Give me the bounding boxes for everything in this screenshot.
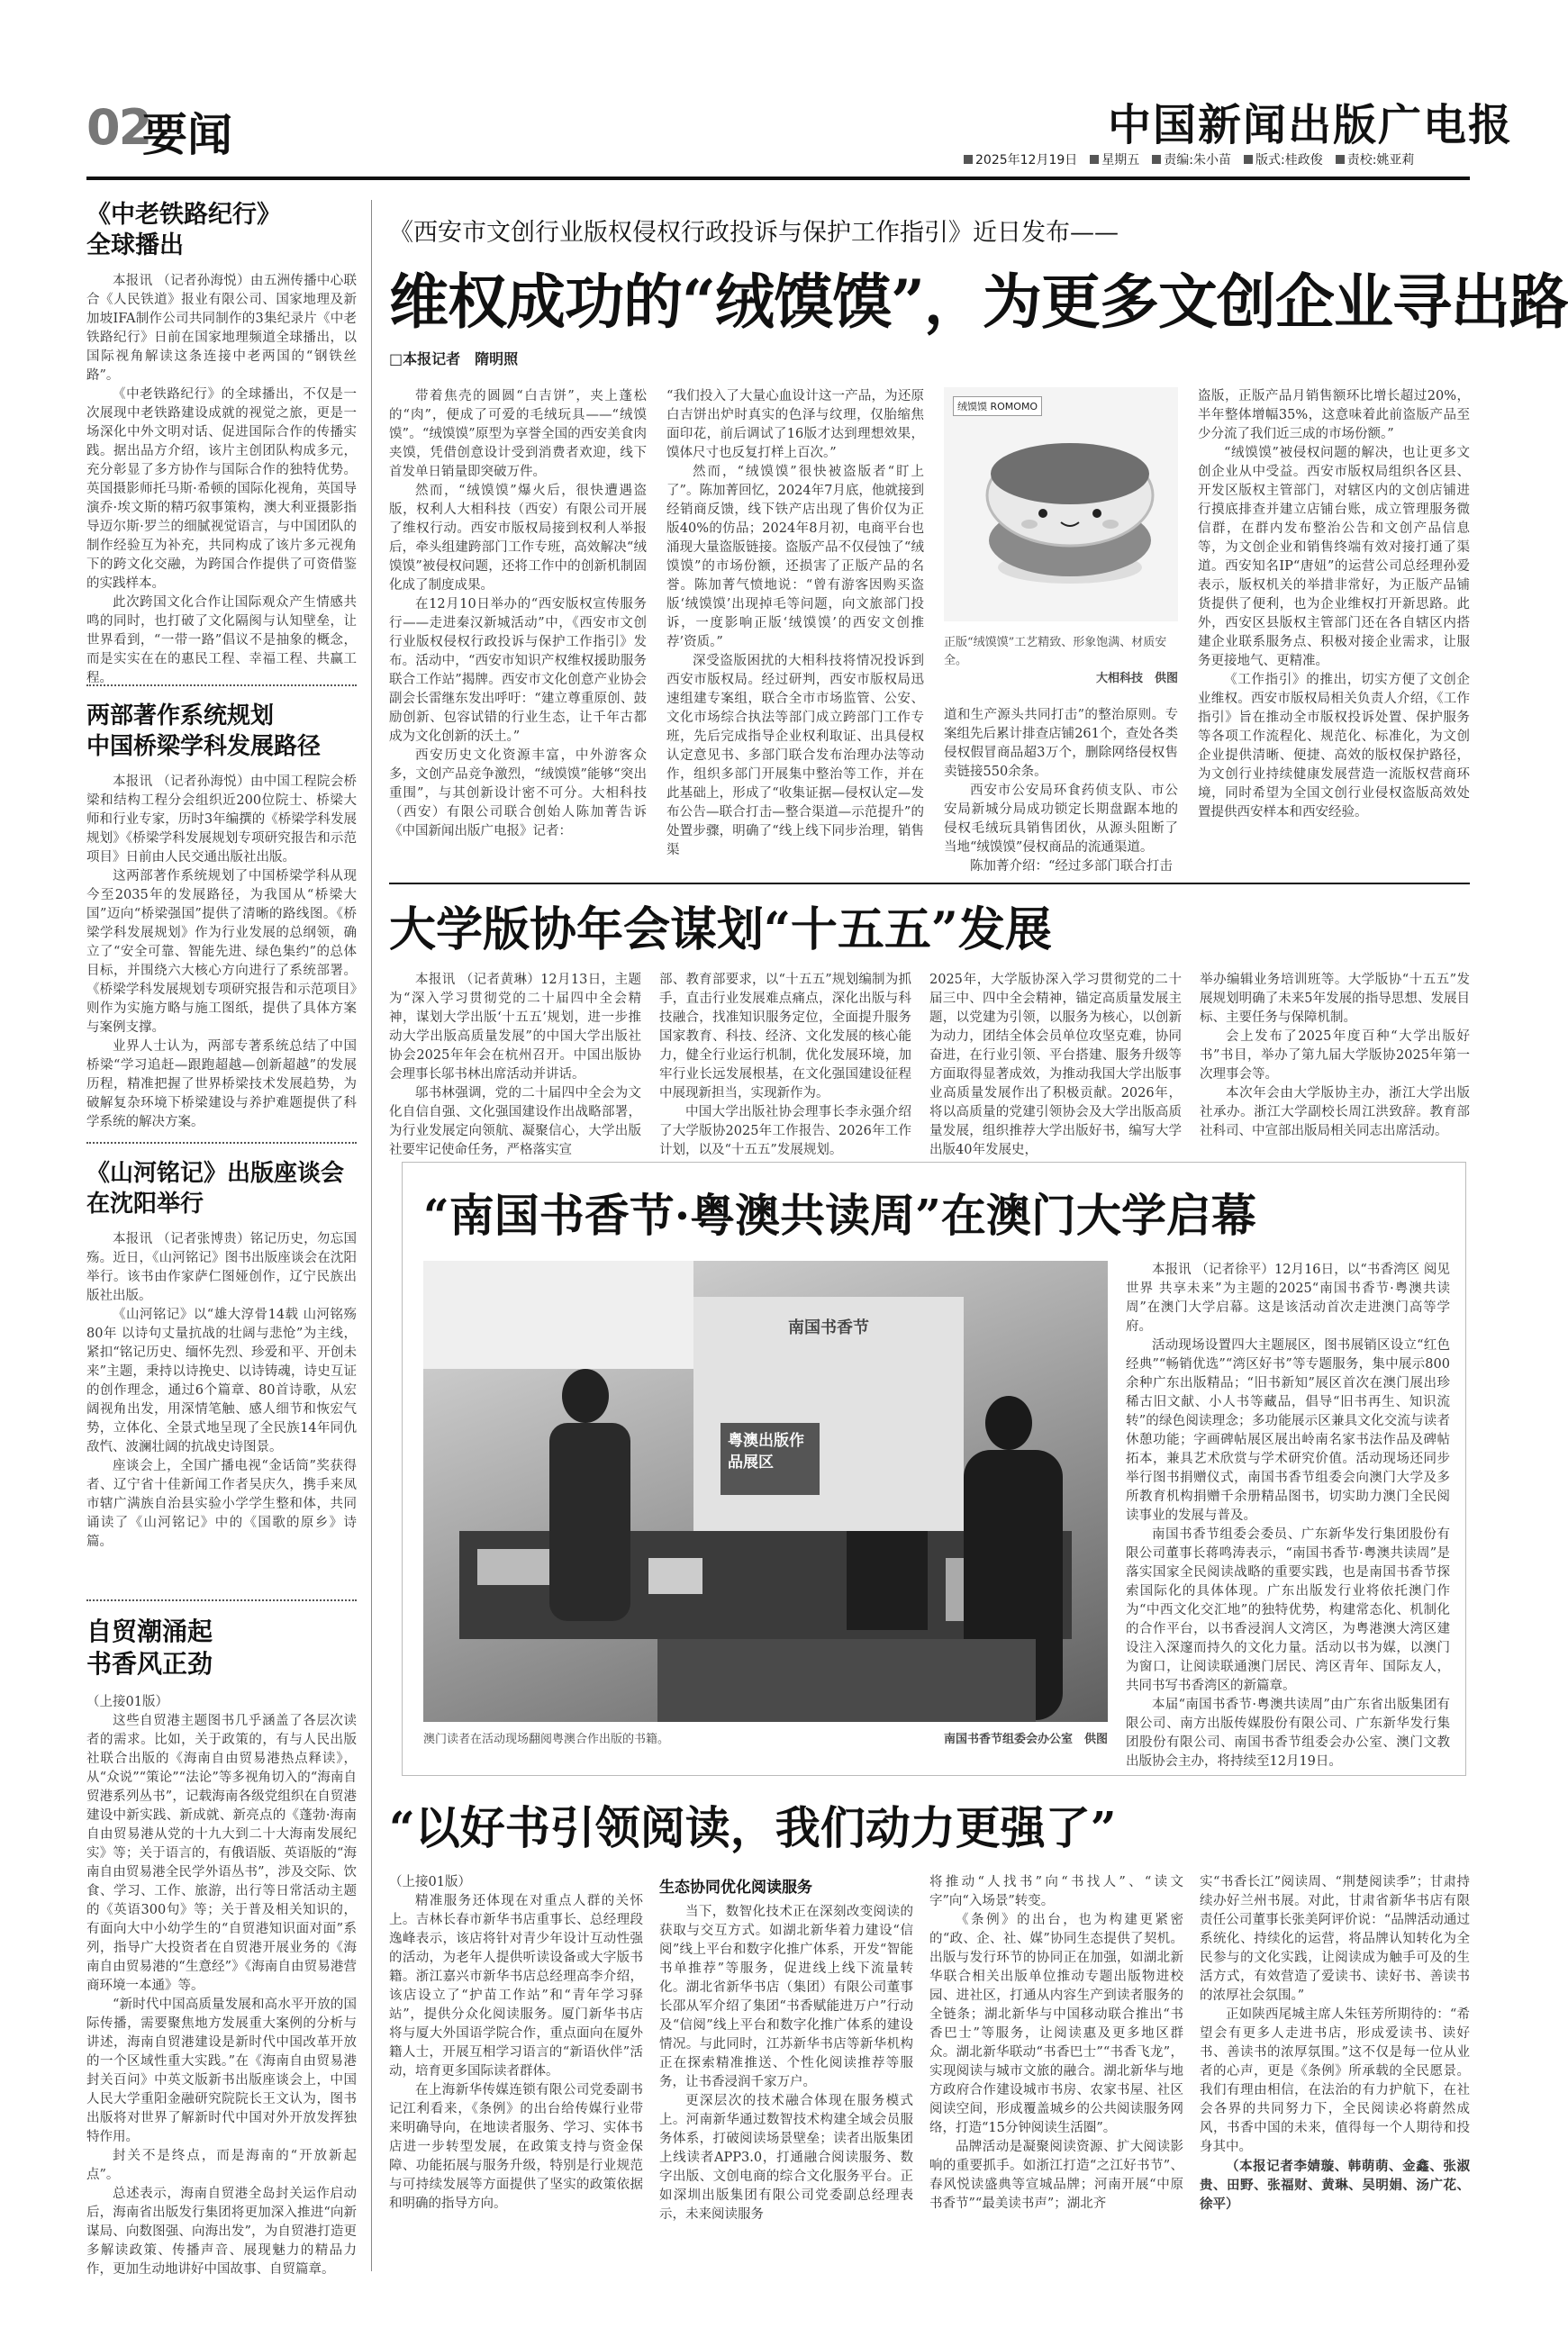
article2-col-2: 部、教育部要求，以“十五五”规划编制为抓手，直击行业发展难点痛点，深化出版与科技融合，找准知识服务定位，全面提升服务国家教育、科技、经济、文化发展的核心能力，健全行业运行机制，优化发展环境，加牢行业长远发展根基，在文化强国建设征程中展现新担当，实现新作为。 中国大学出版社协会理事长李永强介绍了大学版协2025年工作报告、2026年工作计划，以及“十五五”发展规划。: [659, 973, 911, 1157]
issue-meta: [964, 149, 1468, 169]
sidebar-story-2: [86, 701, 357, 1151]
story-headline: 两部著作系统规划 中国桥梁学科发展路径: [86, 702, 322, 760]
story-headline: 《山河铭记》出版座谈会 在沈阳举行: [86, 1160, 345, 1218]
article2-col-1: 本报讯 （记者黄琳）12月13日，主题为“深入学习贯彻党的二十届四中全会精神，谋划大学出版‘十五五’规划，进一步推动大学出版高质量发展”的中国大学出版社协会2025年年会在杭州召开。中国出版协会理事长邬书林出席活动并讲话。 邬书林强调，党的二十届四中全会为文化自信自强、文化强国建设作出战略部署，为行业发展定向领航、凝聚信心，大学出版社要牢记使命任务，严格落实宣: [389, 973, 641, 1157]
lead-kicker: 《西安市文创行业版权侵权行政投诉与保护工作指引》近日发布——: [389, 219, 1119, 247]
issue-date: 2025年12月19日: [964, 150, 1077, 168]
product-photo: [944, 387, 1178, 621]
product-caption: 正版“绒馍馍”工艺精致、形象饱满、材质安全。 大相科技 供图: [944, 634, 1178, 688]
section-rule: [389, 883, 1470, 884]
article2-headline: 大学版协年会谋划“十五五”发展: [389, 902, 1052, 957]
header-rule: [86, 177, 1470, 180]
sidebar-story-4: [86, 1616, 357, 2314]
article4-subhead: 生态协同优化阅读服务: [659, 1879, 812, 1897]
article3-text: 本报讯 （记者徐平）12月16日，以“书香湾区 阅见世界 共享未来”为主题的2025“南国书香节·粤澳共读周”在澳门大学启幕。这是该活动首次走进澳门高等学府。 活动现场设置四大主题展区，图书展销区设立“红色经典”“畅销优选”“湾区好书”等专题服务，集中展示800余种广东出版精品；“旧书新知”展区首次在澳门展出珍稀古旧文献、小人书等藏品，倡导“旧书再生、知识流转”的绿色阅读理念；多功能展示区兼具文化交流与读者休憩功能；字画碑帖展区展出岭南名家书法作品及碑帖拓本，兼具艺术欣赏与学术研究价值。活动现场还同步举行图书捐赠仪式，南国书香节组委会向澳门大学及多所教育机构捐赠千余册精品图书，切实助力澳门全民阅读事业的发展与普及。 南国书香节组委会委员、广东新华发行集团股份有限公司董事长蒋鸣涛表示，“南国书香节·粤澳共读周”是落实国家全民阅读战略的重要实践，也是南国书香节探索国际化的具体体现。广东出版发行业将依托澳门作为“中西文化交汇地”的独特优势，构建常态化、机制化的合作平台，以书香浸润人文湾区，为粤港澳大湾区建设注入深邃而持久的文化力量。活动以书为媒，以澳门为窗口，让阅读联通澳门居民、湾区青年、国际友人，共同书写书香湾区的新篇章。 本届“南国书香节·粤澳共读周”由广东省出版集团有限公司、南方出版传媒股份有限公司、广东新华发行集团股份有限公司、南国书香节组委会办公室、澳门文教出版协会主办，将持续至12月19日。: [1126, 1263, 1450, 1769]
article2-col-4: 举办编辑业务培训班等。大学版协“十五五”发展规划明确了未来5年发展的指导思想、发展目标、主要任务与保障机制。 会上发布了2025年度百种“大学出版好书”书目，举办了第九届大学版协2025年第一次理事会等。 本次年会由大学版协主办，浙江大学出版社承办。浙江大学副校长周江洪致辞。教育部社科司、中宣部出版局相关同志出席活动。: [1200, 973, 1470, 1138]
festival-board: 南国书香节: [788, 1318, 869, 1337]
event-photo-caption: 澳门读者在活动现场翻阅粤澳合作出版的书籍。 南国书香节组委会办公室 供图: [423, 1731, 1108, 1749]
lead-headline: 维权成功的“绒馍馍”，为更多文创企业寻出路: [389, 267, 1568, 337]
article4-col-3: 将推动“人找书”向“书找人”、“读文字”向“入场景”转变。 《条例》的出台，也为构建更紧密的“政、企、社、媒”协同生态提供了契机。出版与发行环节的协同正在加强，如湖北新华联合相关出版单位推动专题出版物进校园、进社区，打通从内容生产到读者服务的全链条；湖北新华与中国移动联合推出“书香巴士”等服务，让阅读惠及更多地区群众。湖北新华联动“书香巴士”“书香飞龙”，实现阅读与城市文旅的融合。湖北新华与地方政府合作建设城市书房、农家书屋、社区阅读空间，形成覆盖城乡的公共阅读服务网络，打造“15分钟阅读生活圈”。 品牌活动是凝聚阅读资源、扩大阅读影响的重要抓手。如浙江打造“之江好书节”、春风悦读盛典等宣城品牌；河南开展“中原书香节”“最美读书声”；湖北齐: [929, 1875, 1183, 2211]
divider: [86, 1142, 357, 1144]
lead-col-4: 盗版，正版产品月销售额环比增长超过20%，半年整体增幅35%，这意味着此前盗版产品至少分流了我们近三成的市场份额。” “绒馍馍”被侵权问题的解决，也让更多文创企业从中受益。西安市版权局组织各区县、开发区版权主管部门，对辖区内的文创店铺进行摸底排查并建立店铺台账，成立管理服务微信群，在群内发布整治公告和文创产品信息等，为文创企业和销售终端有效对接打通了渠道。西安知名IP“唐妞”的运营公司总经理孙爱表示，版权机关的举措非常好，为正版产品铺货提供了便利，也为企业维权打开新思路。此外，西安区县版权主管部门还在各自辖区内搭建企业联系服务点、积极对接企业需求，让服务更接地气、更精准。 《工作指引》的推出，切实方便了文创企业维权。西安市版权局相关负责人介绍，《工作指引》旨在推动全市版权投诉处置、保护服务等各项工作流程化、规范化、标准化，为文创企业提供清晰、便捷、高效的版权保护路径，为文创行业持续健康发展营造一流版权营商环境，同时希望为全国文创行业侵权盗版高效处置提供西安样本和西安经验。: [1198, 389, 1470, 820]
divider: [86, 684, 357, 686]
sidebar-story-3: [86, 1158, 357, 1608]
layout-credit: 版式:桂政俊: [1244, 150, 1323, 168]
lead-col-3: 道和生产源头共同打击”的整治原则。专案组先后累计排查店铺261个，查处各类侵权假冒商品超3万个，删除网络侵权售卖链接550余条。 西安市公安局环食药侦支队、市公安局新城分局成功锁定长期盘踞本地的侵权毛绒玩具销售团伙，从源头阻断了当地“绒馍馍”侵权商品的流通渠道。 陈加菁介绍：“经过多部门联合打击: [944, 708, 1178, 874]
story-body: 本报讯 （记者孙海悦）由五洲传播中心联合《人民铁道》报业有限公司、国家地理及新加坡IFA制作公司共同制作的3集纪录片《中老铁路纪行》日前在国家地理频道全球播出，以国际视角解读这条连接中老两国的“钢铁丝路”。 《中老铁路纪行》的全球播出，不仅是一次展现中老铁路建设成就的视觉之旅，更是一场深化中外文明对话、促进国际合作的传播实践。据出品方介绍，该片主创团队构成多元，充分彰显了多方协作与国际合作的独特优势。英国摄影师托马斯·希顿的国际化视角，英国导演乔·埃文斯的精巧叙事策构，澳大利亚摄影指导迈尔斯·罗兰的细腻视觉语言，与中国团队的制作经验互为补充，共同构成了该片多元视角下的跨文化交融，为跨国合作提供了可资借鉴的实践样本。 此次跨国文化合作让国际观众产生情感共鸣的同时，也打破了文化隔阂与认知壁垒，让世界看到，“一带一路”倡议不是抽象的概念，而是实实在在的惠民工程、幸福工程、共赢工程。: [86, 274, 357, 685]
masthead-logo: 中国新闻出版广电报: [1108, 100, 1514, 150]
page-number: 02: [86, 99, 151, 156]
divider: [86, 1599, 357, 1601]
lead-col-1: 带着焦壳的圆圆“白吉饼”，夹上蓬松的“肉”，便成了可爱的毛绒玩具——“绒馍馍”。“绒馍馍”原型为享誉全国的西安美食肉夹馍，凭借创意设计受到消费者欢迎，线下首发单日销量即突破万件。 然而，“绒馍馍”爆火后，很快遭遇盗版，权利人大相科技（西安）有限公司开展了维权行动。西安市版权局接到权利人举报后，牵头组建跨部门工作专班，高效解决“绒馍馍”被侵权问题，还将工作中的创新机制固化成了制度成果。 在12月10日举办的“西安版权宣传服务行——走进秦汉新城活动”中，《西安市文创行业版权侵权行政投诉与保护工作指引》发布。活动中，“西安市知识产权维权援助服务联合工作站”揭牌。西安市文化创意产业协会副会长雷继东发出呼吁：“建立尊重原创、鼓励创新、包容试错的行业生态，让千年古都成为文化创新的沃土。” 西安历史文化资源丰富，中外游客众多，文创产品竞争激烈，“绒馍馍”能够“突出重围”，与其创新设计密不可分。大相科技（西安）有限公司联合创始人陈加菁告诉《中国新闻出版广电报》记者：: [389, 389, 647, 838]
sidebar-story-1: [86, 200, 357, 683]
column-divider: [371, 200, 372, 2271]
product-credit: 大相科技 供图: [1095, 672, 1178, 685]
story-headline: 自贸潮涌起 书香风正劲: [86, 1617, 213, 1679]
story-body: 本报讯 （记者孙海悦）由中国工程院会桥梁和结构工程分会组织近200位院士、桥梁大师和行业专家，历时3年编撰的《桥梁学科发展规划》《桥梁学科发展规划专项研究报告和示范项目》日前由人民交通出版社出版。 这两部著作系统规划了中国桥梁学科从现今至2035年的发展路径，为我国从“桥梁大国”迈向“桥梁强国”提供了清晰的路线图。《桥梁学科发展规划》作为行业发展的总纲领，确立了“安全可靠、智能先进、绿色集约”的总体目标，并围绕六大核心方向进行了系统部署。《桥梁学科发展规划专项研究报告和示范项目》则作为实施方略与施工图纸，提供了具体方案与案例支撑。 业界人士认为，两部专著系统总结了中国桥梁“学习追赶—跟跑超越—创新超越”的发展历程，精准把握了世界桥梁技术发展趋势，为破解复杂环境下桥梁建设与养护难题提供了科学系统的解决方案。: [86, 774, 357, 1129]
lead-byline: □本报记者 隋明照: [389, 350, 519, 367]
article3-headline: “南国书香节·粤澳共读周”在澳门大学启幕: [423, 1189, 1256, 1242]
article4-col-1: （上接01版） 精准服务还体现在对重点人群的关怀上。吉林长春市新华书店重事长、总经理段逸峰表示，该店将针对青少年设计互动性强的活动，为老年人提供听读设备或大字版书籍。浙江嘉兴市新华书店总经理高李介绍，该店设立了“护苗工作站”和“青年学习驿站”，提供分众化阅读服务。厦门新华书店将与厦大外国语学院合作，重点面向在厦外籍人士，开展互相学习语言的“新语伙伴”活动，培育更多国际读者群体。 在上海新华传媒连锁有限公司党委副书记江利看来，《条例》的出台给传媒行业带来明确导向，在地读者服务、学习、实体书店进一步转型发展，在政策支持与资金保障、功能拓展与服务升级，特别是行业规范与可持续发展等方面提供了坚实的政策依据和明确的指导方向。: [389, 1875, 643, 2211]
article4-col-2: 生态协同优化阅读服务 当下，数智化技术正在深刻改变阅读的获取与交互方式。如湖北新华着力建设“信阅”线上平台和数字化推广体系，开发“智能书单推荐”等服务，促进线上线下流量转化。湖北省新华书店（集团）有限公司董事长邵从军介绍了集团“书香赋能进万户”行动及“信阅”线上平台和数字化推广体系的建设情况。与此同时，江苏新华书店等新华机构正在探索精准推送、个性化阅读推荐等服务，让书香浸润千家万户。 更深层次的技术融合体现在服务模式上。河南新华通过数智技术构建全域会员服务体系，打破阅读场景壁垒；读者出版集团上线读者APP3.0，打通融合阅读服务、数字出版、文创电商的综合文化服务平台。正如深圳出版集团有限公司党委副总经理表示，未来阅读服务: [659, 1879, 913, 2222]
story-body: （上接01版） 这些自贸港主题图书几乎涵盖了各层次读者的需求。比如，关于政策的，有与人民出版社联合出版的《海南自由贸易港热点释读》，从“众说”“策论”“法论”等多视角切入的“海南自贸港系列丛书”，记载海南各级党组织在自贸港建设中新实践、新成就、新亮点的《蓬勃·海南自由贸易港从党的十九大到二十大海南发展纪实》等；关于语言的，有俄语版、英语版的“海南自由贸易港全民学外语丛书”，涉及交际、饮食、学习、工作、旅游，出行等日常活动主题的《英语300句》等；关于普及相关知识的，有面向大中小幼学生的“自贸港知识面对面”系列，指导广大投资者在自贸港开展业务的《海南自由贸易港的“生意经”》《海南自由贸易港营商环境一本通》等。 “新时代中国高质量发展和高水平开放的国际传播，需要聚焦地方发展重大案例的分析与讲述，海南自贸港建设是新时代中国改革开放的一个区域性重大实践。”在《海南自由贸易港封关百问》中英文版新书出版座谈会上，中国人民大学重阳金融研究院院长王文认为，图书出版将对世界了解新时代中国对外开放发挥独特作用。 封关不是终点，而是海南的“开放新起点”。 总述表示，海南自贸港全岛封关运作启动后，海南省出版发行集团将更加深入推进“向新谋局、向数图强、向海出发”，为自贸港打造更多解读政策、传播声音、展现魅力的精品力作，更加生动地讲好中国故事、自贸篇章。: [86, 1695, 357, 2277]
issue-weekday: 星期五: [1090, 150, 1139, 168]
article4-headline: “以好书引领阅读，我们动力更强了”: [389, 1801, 1117, 1854]
article4-col-4: 实“书香长江”阅读周、“荆楚阅读季”；甘肃持续办好兰州书展。对此，甘肃省新华书店有限责任公司董事长张美阿评价说：“品牌活动通过系统化、持续化的运营，将品牌认知转化为全民参与的文化实践，让阅读成为触手可及的生活方式，有效营造了爱读书、读好书、善读书的浓厚社会氛围。” 正如陕西尾城主席人朱钰芳所期待的：“希望会有更多人走进书店，形成爱读书、读好书、善读书的浓厚氛围。”这不仅是每一位从业者的心声，更是《条例》所承载的全民愿景。我们有理由相信，在法治的有力护航下，在社会各界的共同努力下，全民阅读必将蔚然成风，书香中国的未来，值得每一个人期待和投身其中。 （本报记者李婧璇、韩萌萌、金鑫、张淑贵、田野、张福财、黄琳、吴明娟、汤广花、徐平）: [1200, 1875, 1470, 2212]
proof-credit: 责校:姚亚莉: [1336, 150, 1415, 168]
story-headline: 《中老铁路纪行》 全球播出: [86, 201, 281, 259]
product-figure: [944, 387, 1178, 621]
event-photo: [423, 1261, 1108, 1722]
lead-col-2: “我们投入了大量心血设计这一产品，为还原白吉饼出炉时真实的色泽与纹理，仅胎缩焦面印花，前后调试了16版才达到理想效果，馍体尺寸也反复打样上百次。” 然而，“绒馍馍”很快被盗版者“盯上了”。陈加菁回忆，2024年7月底，他就接到经销商反馈，线下铁产店出现了售价仅为正版40%的仿品；2024年8月初，电商平台也涌现大量盗版链接。盗版产品不仅侵蚀了“绒馍馍”的市场份额，还损害了正版产品的名誉。陈加菁气愤地说：“曾有游客因购买盗版‘绒馍馍’出现掉毛等问题，向文旅部门投诉，一度影响正版‘绒馍馍’的西安文创推荐’资质。” 深受盗版困扰的大相科技将情况投诉到西安市版权局。经过研判，西安市版权局迅速组建专案组，联合全市市场监管、公安、文化市场综合执法等部门成立跨部门工作专班，先后完成指导企业权利取证、出具侵权认定意见书、多部门联合发布治理办法等动作，组织多部门开展集中整治等工作，并在此基础上，形成了“收集证据—侵权认定—发布公告—联合打击—整合渠道—示范提升”的处置步骤，明确了“线上线下同步治理，销售渠: [666, 389, 924, 857]
editor-credit: 责编:朱小苗: [1152, 150, 1231, 168]
story-body: 本报讯 （记者张博贵）铭记历史，勿忘国殇。近日，《山河铭记》图书出版座谈会在沈阳举行。该书由作家萨仁图娅创作，辽宁民族出版社出版。 《山河铭记》以“雄大淳骨14载 山河铭殇80年 以诗句丈量抗战的壮阔与悲怆”为主线，紧扣“铭记历史、缅怀先烈、珍爱和平、开创未来”主题，秉持以诗挽史、以诗铸魂，诗史互证的创作理念，通过6个篇章、80首诗歌，从宏阔视角出发，用深情笔触、感人细节和恢宏气势，立体化、全景式地呈现了全民族14年同仇敌忾、波澜壮阔的抗战史诗图景。 座谈会上，全国广播电视“金话筒”奖获得者、辽宁省十佳新闻工作者吴庆久，携手来凤市辖广满族自治县实验小学学生整和体，共同诵读了《山河铭记》中的《国歌的原乡》诗篇。: [86, 1232, 357, 1549]
exhibit-banner: 粤澳出版作品展区: [721, 1423, 820, 1495]
product-brand-tag: 绒馍馍 ROMOMO: [953, 396, 1042, 416]
article2-col-3: 2025年，大学版协深入学习贯彻党的二十届三中、四中全会精神，锚定高质量发展主题，以党建为引领，以服务为核心，以创新为动力，团结全体会员单位攻坚克难，协同奋进，在行业引领、平台搭建、服务升级等方面取得显著成效，为推动我国大学出版事业高质量发展作出了积极贡献。2026年，将以高质量的党建引领协会及大学出版高质量发展，组织推荐大学出版好书，编写大学出版40年发展史，: [929, 973, 1182, 1157]
section-title: 要闻: [142, 109, 232, 161]
event-photo-credit: 南国书香节组委会办公室 供图: [943, 1733, 1108, 1746]
